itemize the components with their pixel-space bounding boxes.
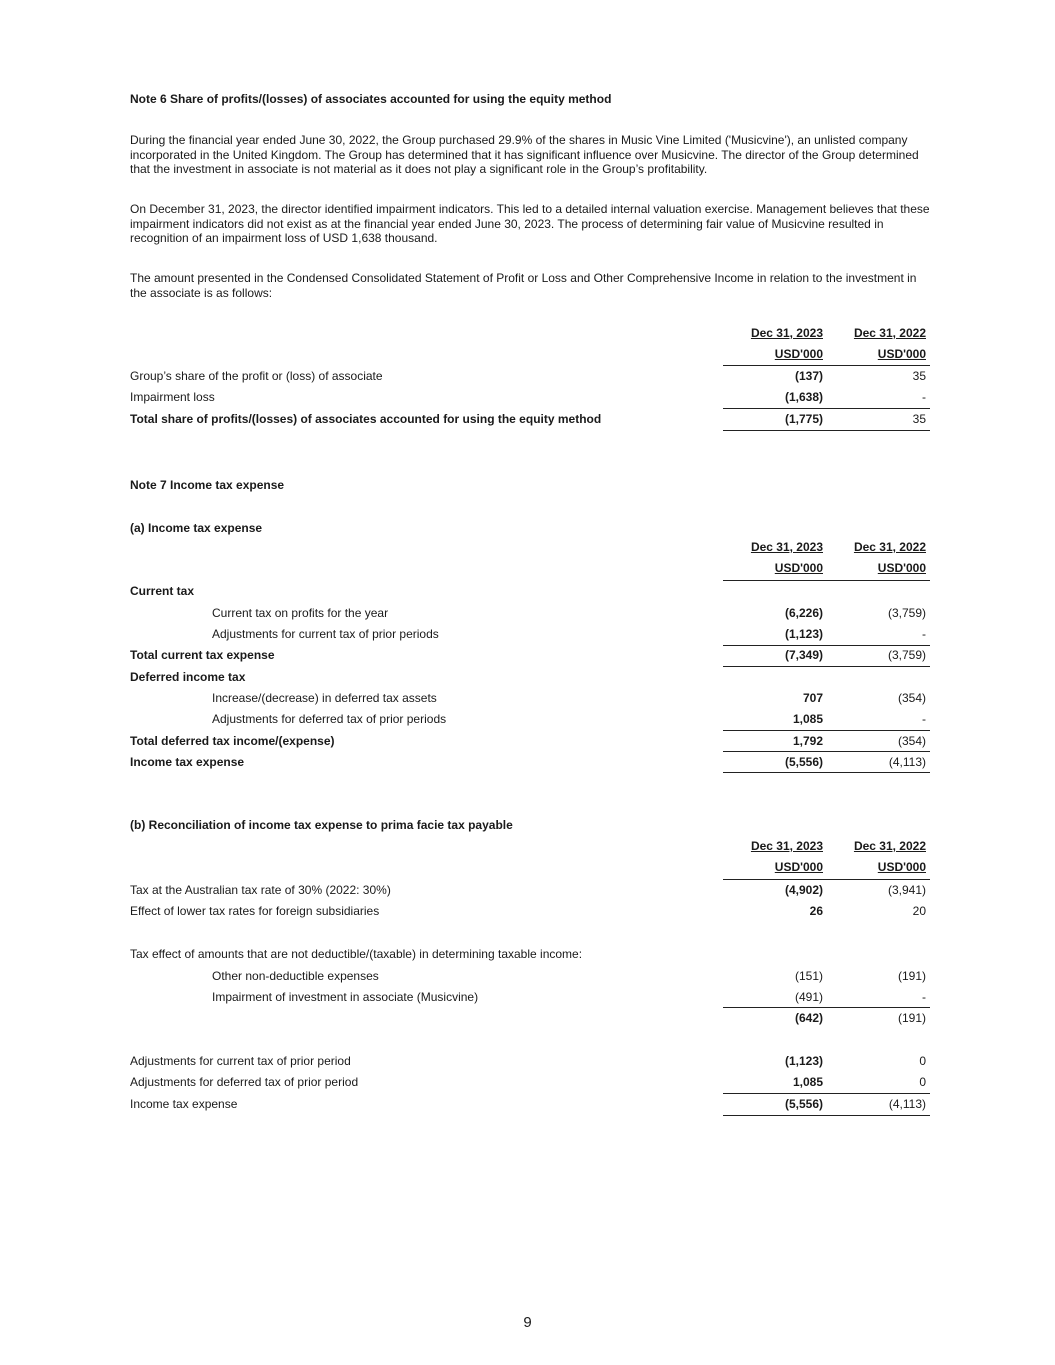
note7-title: Note 7 Income tax expense xyxy=(130,478,285,492)
col-header-2023: Dec 31, 2023 xyxy=(750,540,823,554)
row-label: Tax at the Australian tax rate of 30% (2022: 30%) xyxy=(130,883,391,897)
value-2022: (354) xyxy=(897,734,926,748)
row-label: Tax effect of amounts that are not deductible/(taxable) in determining taxable income: xyxy=(130,947,583,961)
row-label: Adjustments for deferred tax of prior periods xyxy=(212,712,447,726)
value-2023: (137) xyxy=(794,369,823,383)
value-2022: (191) xyxy=(897,969,926,983)
page-number: 9 xyxy=(523,1314,532,1331)
value-2023: 1,085 xyxy=(792,712,823,726)
row-label: Impairment loss xyxy=(130,390,215,404)
row-label: Adjustments for current tax of prior periods xyxy=(212,627,439,641)
row-label: Income tax expense xyxy=(130,1097,238,1111)
value-2023: (6,226) xyxy=(784,606,823,620)
row-label: Effect of lower tax rates for foreign subsidiaries xyxy=(130,904,380,918)
value-2023: (7,349) xyxy=(784,648,823,662)
section-label-row xyxy=(130,667,930,688)
table-row xyxy=(130,944,930,965)
unit-header-2023: USD'000 xyxy=(774,561,823,575)
table-row-total xyxy=(130,731,930,752)
unit-header-2023: USD'000 xyxy=(774,860,823,874)
value-2022: 0 xyxy=(919,1054,926,1068)
table-row xyxy=(130,901,930,922)
row-label: Current tax on profits for the year xyxy=(212,606,389,620)
value-2022: (4,113) xyxy=(888,1097,926,1111)
value-2023: (5,556) xyxy=(784,755,823,769)
unit-header-2022: USD'000 xyxy=(877,561,926,575)
section-label-row xyxy=(130,581,930,602)
value-2023: (1,123) xyxy=(784,627,823,641)
value-2022: - xyxy=(922,390,926,404)
table-row xyxy=(130,709,930,730)
value-2022: (3,759) xyxy=(887,648,926,662)
note6-header-dates xyxy=(130,323,930,344)
note7b-header-dates xyxy=(130,836,930,857)
table-row xyxy=(130,603,930,624)
table-row xyxy=(130,987,930,1008)
row-label: Adjustments for deferred tax of prior period xyxy=(130,1075,359,1089)
row-label: Increase/(decrease) in deferred tax assets xyxy=(212,691,437,705)
table-row xyxy=(130,624,930,645)
note7b-title: (b) Reconciliation of income tax expense to prima facie tax payable xyxy=(130,818,513,832)
col-header-2023: Dec 31, 2023 xyxy=(750,326,823,340)
unit-header-2023: USD'000 xyxy=(774,347,823,361)
value-2023: (642) xyxy=(794,1011,823,1025)
value-2023: (491) xyxy=(794,990,823,1004)
value-2022: 35 xyxy=(912,369,926,383)
value-2023: (1,775) xyxy=(784,412,823,426)
row-label: Total share of profits/(losses) of associates accounted for using the equity method xyxy=(130,412,602,426)
row-label: Current tax xyxy=(130,584,195,598)
note7a-header-dates xyxy=(130,537,930,558)
table-row-total xyxy=(130,409,930,430)
value-2022: - xyxy=(922,990,926,1004)
col-header-2023: Dec 31, 2023 xyxy=(750,839,823,853)
rule-line xyxy=(723,1115,930,1116)
table-row xyxy=(130,366,930,387)
row-label: Income tax expense xyxy=(130,755,245,769)
value-2022: (191) xyxy=(897,1011,926,1025)
value-2022: - xyxy=(922,712,926,726)
table-row xyxy=(130,688,930,709)
note7b-header-units xyxy=(130,857,930,878)
note6-title: Note 6 Share of profits/(losses) of associates accounted for using the equity method xyxy=(130,92,612,106)
note6-header-units xyxy=(130,344,930,365)
note7a-header-units xyxy=(130,558,930,579)
row-label: Total current tax expense xyxy=(130,648,275,662)
value-2022: (4,113) xyxy=(888,755,926,769)
note6-paragraph-1: During the financial year ended June 30, 2022, the Group purchased 29.9% of the shares in Music Vine Limited ('Musicvine'), an unlisted company incorporated in the United Kingdom. The Group has determined that it has significant influence over Musicvine. The director of the Group determined that the investment in associate is not material as it does not play a significant role in the Group’s profitability. xyxy=(130,133,919,176)
table-row-total xyxy=(130,1094,930,1115)
value-2022: 20 xyxy=(912,904,926,918)
value-2022: (354) xyxy=(897,691,926,705)
value-2022: 35 xyxy=(912,412,926,426)
table-row xyxy=(130,387,930,408)
table-row xyxy=(130,1072,930,1093)
value-2022: 0 xyxy=(919,1075,926,1089)
col-header-2022: Dec 31, 2022 xyxy=(853,839,926,853)
table-row xyxy=(130,1051,930,1072)
value-2022: (3,941) xyxy=(887,883,926,897)
table-row-total xyxy=(130,752,930,773)
row-label: Total deferred tax income/(expense) xyxy=(130,734,335,748)
row-label: Group’s share of the profit or (loss) of associate xyxy=(130,369,383,383)
value-2023: 707 xyxy=(802,691,823,705)
table-row xyxy=(130,966,930,987)
value-2022: (3,759) xyxy=(887,606,926,620)
value-2023: 1,792 xyxy=(792,734,823,748)
row-label: Impairment of investment in associate (Musicvine) xyxy=(212,990,479,1004)
note6-paragraph-2: On December 31, 2023, the director identified impairment indicators. This led to a detailed internal valuation exercise. Management believes that these impairment indicators did not exist as at the financial year ended June 30, 2023. The process of determining fair value of Musicvine resulted in recognition of an impairment loss of USD 1,638 thousand. xyxy=(130,202,930,245)
value-2023: (151) xyxy=(794,969,823,983)
col-header-2022: Dec 31, 2022 xyxy=(853,540,926,554)
table-row-subtotal xyxy=(130,1008,930,1029)
value-2023: (5,556) xyxy=(784,1097,823,1111)
value-2023: 26 xyxy=(809,904,823,918)
value-2023: (1,123) xyxy=(784,1054,823,1068)
table-row-total xyxy=(130,645,930,666)
unit-header-2022: USD'000 xyxy=(877,860,926,874)
row-label: Adjustments for current tax of prior period xyxy=(130,1054,351,1068)
value-2022: - xyxy=(922,627,926,641)
rule-line xyxy=(723,430,930,431)
value-2023: (1,638) xyxy=(784,390,823,404)
row-label: Other non-deductible expenses xyxy=(212,969,379,983)
col-header-2022: Dec 31, 2022 xyxy=(853,326,926,340)
table-row xyxy=(130,880,930,901)
value-2023: (4,902) xyxy=(784,883,823,897)
note6-paragraph-3: The amount presented in the Condensed Consolidated Statement of Profit or Loss and Other Comprehensive Income in relation to the investment in the associate is as follows: xyxy=(130,271,917,300)
value-2023: 1,085 xyxy=(792,1075,823,1089)
note7a-title: (a) Income tax expense xyxy=(130,521,263,535)
row-label: Deferred income tax xyxy=(130,670,246,684)
rule-line xyxy=(723,772,930,773)
unit-header-2022: USD'000 xyxy=(877,347,926,361)
